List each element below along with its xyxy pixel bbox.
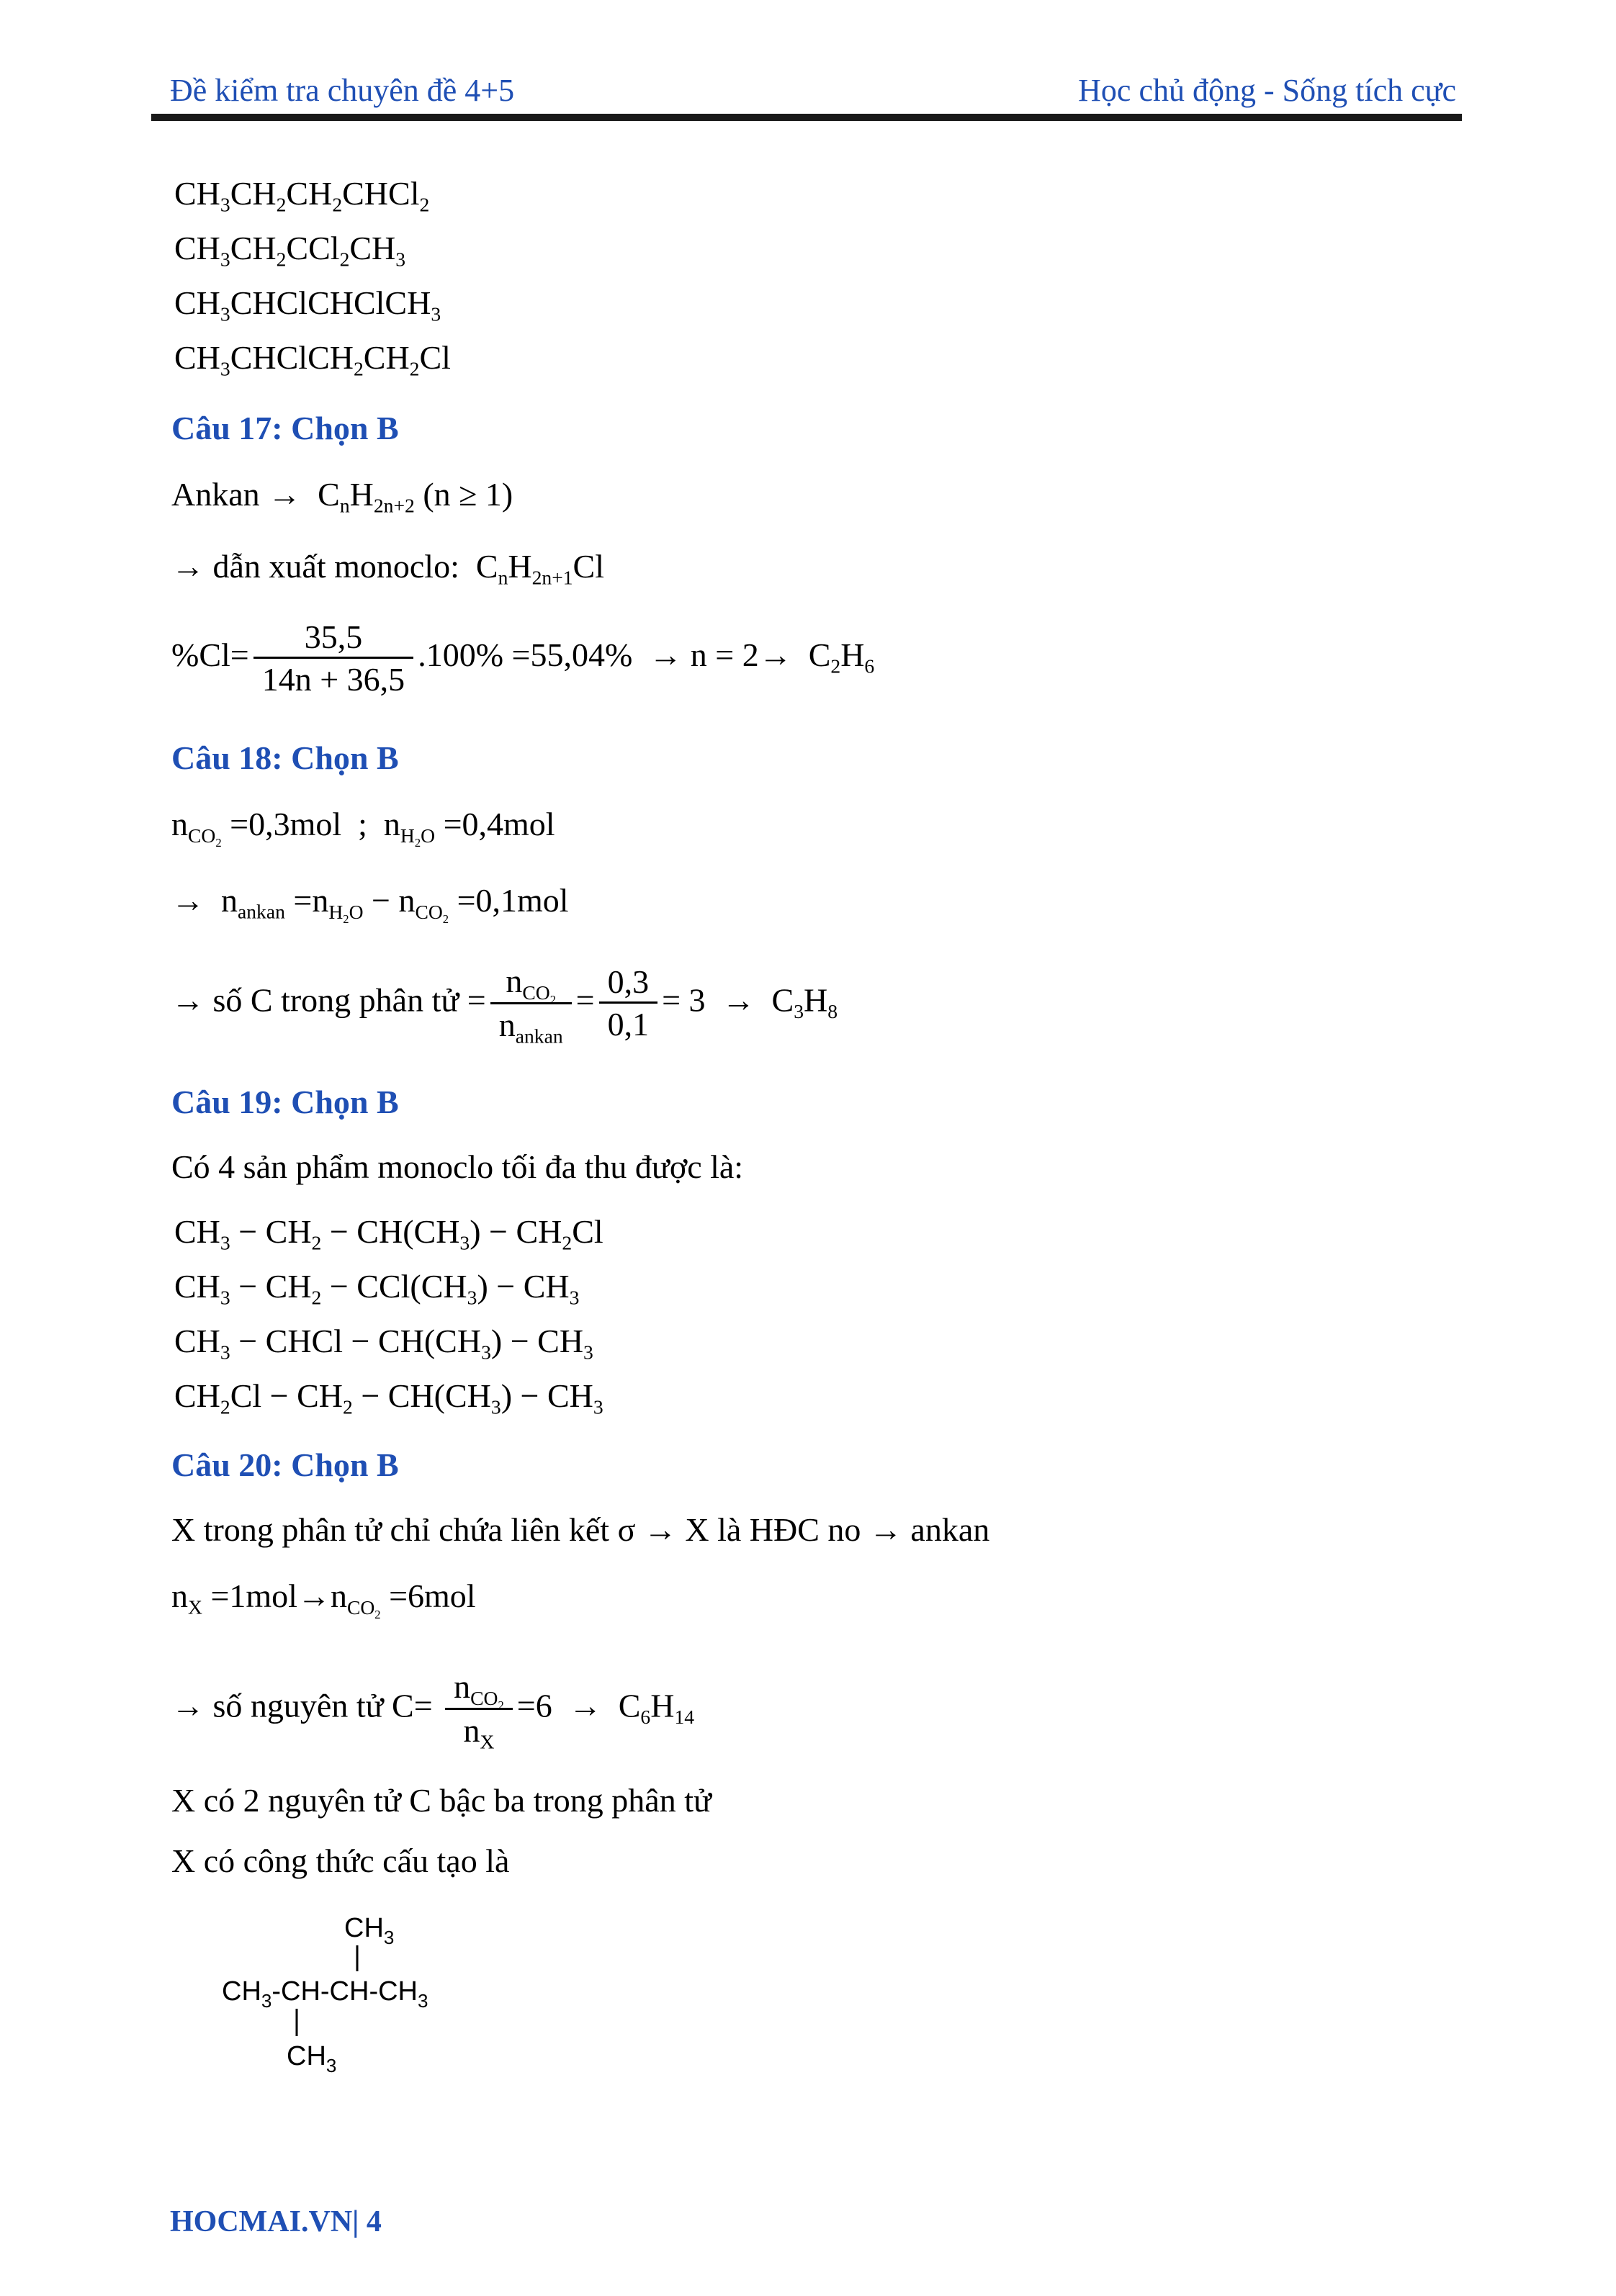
struct-main-chain: $CH_3-CH-CH-CH_3$ (222, 1976, 428, 2012)
q17-line3: %Cl= $\frac{35,5}{14n + 36,5}$ $.100\% =55,04\% \to n = 2\to C_2H_6$ (171, 618, 875, 698)
q20-line3: → số nguyên tử C= $\frac{n_{CO_2}}{n_X}$ $=6 \to C_6H_{14}$ (171, 1668, 695, 1754)
q19-product-3: $CH_3$ − CHCl − $CH(CH_3) - CH_3$ (174, 1323, 593, 1364)
q17-line1: Ankan → $C_nH_{2n+2}$ (n ≥ 1) (171, 476, 513, 517)
q19-heading: Câu 19: Chọn B (171, 1084, 399, 1120)
q18-heading: Câu 18: Chọn B (171, 739, 399, 776)
struct-top-methyl: $CH_3$ (344, 1913, 395, 1948)
q17-heading: Câu 17: Chọn B (171, 410, 399, 446)
q20-heading: Câu 20: Chọn B (171, 1446, 399, 1483)
structural-formula (216, 1901, 490, 2095)
q17-line2: → dẫn xuất monoclo: $C_nH_{2n+1}Cl$ (171, 548, 605, 589)
formula-2: $CH_3CH_2CCl_2CH_3$ (174, 230, 406, 271)
q18-line2: → $n_{ankan} =n_{H_2O} - n_{CO_2} =0,1mol$ (171, 882, 569, 926)
header-title: Đề kiểm tra chuyên đề 4+5 (170, 73, 515, 108)
header-rule (151, 114, 1462, 121)
formula-1: $CH_3CH_2CH_2CHCl_2$ (174, 175, 430, 216)
q20-line1: X trong phân tử chỉ chứa liên kết σ → X là HĐC no → ankan (171, 1511, 990, 1548)
q20-line2: $n_X =1mol\to n_{CO_2} =6mol$ (171, 1577, 476, 1621)
q19-product-1: $CH_3 - CH_2 - CH(CH_3) - CH_2Cl$ (174, 1213, 603, 1254)
q19-intro: Có 4 sản phẩm monoclo tối đa thu được là: (171, 1148, 744, 1185)
struct-bottom-methyl: $CH_3$ (287, 2041, 337, 2076)
footer-page-label: HOCMAI.VN| 4 (170, 2205, 382, 2238)
q18-line1: $n_{CO_2} =0,3mol$ ; $n_{H_2O} =0,4mol$ (171, 806, 555, 850)
q18-line3: → số C trong phân tử = $\frac{n_{CO_2}}{n_{ankan}}$ = $\frac{0,3}{0,1}$ = $3 \to C_3H_8$ (171, 963, 838, 1048)
header-slogan: Học chủ động - Sống tích cực (1078, 73, 1456, 108)
q19-product-2: $CH_3 - CH_2 - CCl(CH_3) - CH_3$ (174, 1268, 580, 1309)
q20-line4: X có 2 nguyên tử C bậc ba trong phân tử (171, 1782, 712, 1819)
formula-3: $CH_3CHClCHClCH_3$ (174, 284, 441, 325)
formula-4: $CH_3CHClCH_2CH_2Cl$ (174, 339, 451, 380)
q20-line5: X có công thức cấu tạo là (171, 1842, 510, 1879)
q19-product-4: $CH_2Cl - CH_2 - CH(CH_3) - CH_3$ (174, 1377, 603, 1418)
